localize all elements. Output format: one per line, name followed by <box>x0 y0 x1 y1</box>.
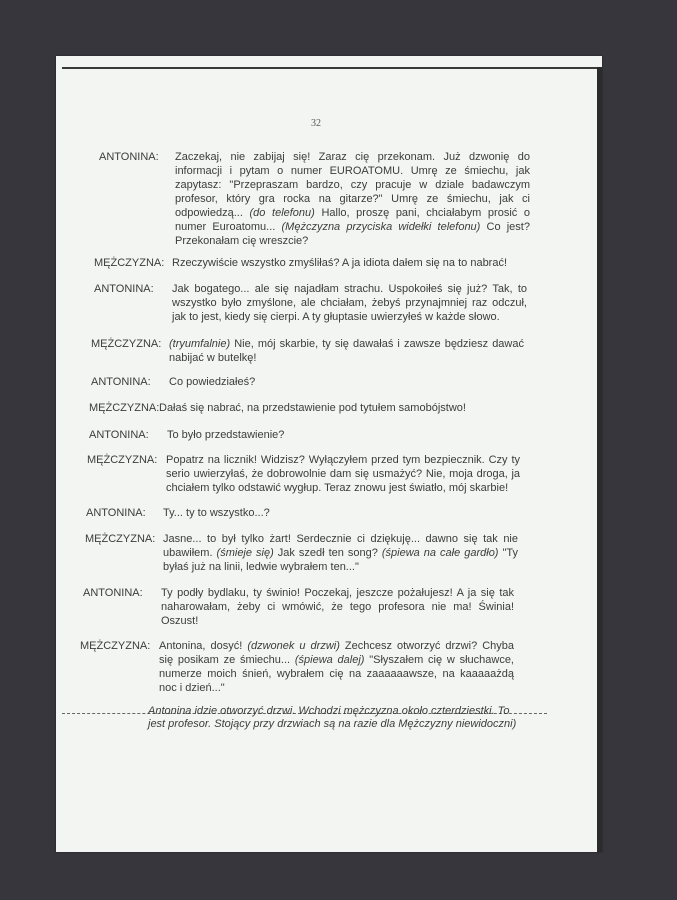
stage-note: (śmieje się) <box>216 547 274 559</box>
dialogue-text: Co jest? Przekonałam cię wreszcie? <box>175 221 530 247</box>
speaker-label: MĘŻCZYZNA: <box>87 454 158 466</box>
speaker-label: ANTONINA: <box>94 283 154 295</box>
dialogue-text: "Ty byłaś już na linii, ledwie wybrałem ten..." <box>163 547 519 573</box>
dialogue-line <box>169 375 524 389</box>
stage-note: (dzwonek u drzwi) <box>247 640 340 652</box>
dialogue-text: "Słyszałem cię w słuchawce, numerze moich śnień, wybrałem cię na zaaaaaawsze, na kaaaaażdą noc i dzień..." <box>159 654 514 694</box>
dialogue-entry <box>99 150 530 248</box>
stage-note: (śpiewa dalej) <box>294 654 365 666</box>
dialogue-text: Jasne... to był tylko żart! Serdecznie ci dziękuję... dawno się tak nie ubawiłem. <box>163 533 518 559</box>
dialogue-entry <box>83 586 514 628</box>
dialogue-line <box>166 453 520 495</box>
stage-note: (śpiewa na całe gardło) <box>381 547 499 559</box>
dialogue-line <box>172 256 522 270</box>
stage-direction: Antonina idzie otworzyć drzwi. Wchodzi mężczyzna około czterdziestki. To jest profesor. Stojący przy drzwiach są na razie dla Mężczyzny niewidoczni) <box>148 705 517 730</box>
speaker-label: ANTONINA: <box>83 587 143 599</box>
dialogue-line <box>175 150 530 248</box>
dialogue-line <box>169 337 524 365</box>
speaker-label: ANTONINA: <box>99 151 159 163</box>
dialogue-text: Co powiedziałeś? <box>169 376 256 388</box>
dialogue-entry <box>86 506 518 520</box>
dialogue-text: Dałaś się nabrać, na przedstawienie pod tytułem samobójstwo! <box>159 402 466 414</box>
dialogue-text: Nie, mój skarbie, ty się dawałaś i zawsze będziesz dawać nabijać w butelkę! <box>169 338 524 364</box>
dialogue-entry <box>85 532 518 574</box>
dialogue-line <box>163 532 518 574</box>
dialogue-text: Popatrz na licznik! Widzisz? Wyłączyłem przed tym bezpiecznik. Czy ty serio uwierzyłaś, że dobrowolnie dam się usmażyć? Nie, moja droga, ja chciałem tylko odstawić wygłup. Teraz znowu jest światło, mój skarbie! <box>166 454 520 494</box>
dialogue-line <box>161 586 514 628</box>
dialogue-line <box>172 282 527 324</box>
dialogue-text: Jak szedł ten song? <box>273 547 382 559</box>
dialogue-entry <box>91 337 524 365</box>
dialogue-entry <box>80 639 514 695</box>
dialogue-text: To było przedstawienie? <box>167 429 285 441</box>
speaker-label: MĘŻCZYZNA: <box>91 338 162 350</box>
document-page <box>56 56 602 852</box>
dialogue-entry <box>91 375 524 389</box>
dialogue-line <box>167 428 522 442</box>
dialogue-text: Zaczekaj, nie zabijaj się! Zaraz cię przekonam. Już dzwonię do informacji i pytam o numer EUROATOMU. Umrę ze śmiechu, jak zapytasz: "Przepraszam bardzo, czy pracuje w dziale badawczym profesor, który gra rocka na gitarze?" Umrę ze śmiechu, jak ci odpowiedzą... <box>175 151 530 219</box>
right-edge-bar <box>597 67 602 852</box>
dialogue-text: Ty podły bydlaku, ty świnio! Poczekaj, jeszcze pożałujesz! A ja się tak naharowałam, żeby ci wmówić, że tego profesora nie ma! Świnia! Oszust! <box>161 587 514 627</box>
stage-note: (do telefonu) <box>249 207 315 219</box>
dialogue-text: Hallo, proszę pani, chciałabym prosić o numer Euroatomu... <box>175 207 531 233</box>
top-rule <box>62 67 600 69</box>
dialogue-text: Antonina, dosyć! <box>159 640 248 652</box>
dialogue-entry <box>89 401 514 415</box>
dialogue-line <box>159 639 514 695</box>
speaker-label: ANTONINA: <box>91 376 151 388</box>
dialogue-entry <box>94 256 522 270</box>
stage-note: (tryumfalnie) <box>169 338 231 350</box>
page-number: 32 <box>311 118 321 129</box>
dialogue-entry <box>87 453 520 495</box>
dialogue-text: Zechcesz otworzyć drzwi? Chyba się posikam ze śmiechu... <box>159 640 514 666</box>
dialogue-entry <box>94 282 527 324</box>
speaker-label: ANTONINA: <box>86 507 146 519</box>
dialogue-line <box>163 506 518 520</box>
speaker-label: MĘŻCZYZNA: <box>85 533 156 545</box>
speaker-label: ANTONINA: <box>89 429 149 441</box>
speaker-label: MĘŻCZYZNA: <box>94 257 165 269</box>
dialogue-text: Rzeczywiście wszystko zmyśliłaś? A ja idiota dałem się na to nabrać! <box>172 257 508 269</box>
speaker-label: MĘŻCZYZNA: <box>80 640 151 652</box>
dialogue-text: Jak bogatego... ale się najadłam strachu. Uspokoiłeś się już? Tak, to wszystko było zmyślone, ale chciałam, żebyś przynajmniej raz odczuł, jak to jest, kiedy się cierpi. A ty głuptasie uwierzyłeś w każde słowo. <box>172 283 527 323</box>
dialogue-text: Ty... ty to wszystko...? <box>163 507 270 519</box>
dialogue-entry <box>89 428 522 442</box>
dialogue-line <box>159 401 514 415</box>
stage-note: (Mężczyzna przyciska widełki telefonu) <box>281 221 481 233</box>
speaker-label: MĘŻCZYZNA: <box>89 402 160 414</box>
